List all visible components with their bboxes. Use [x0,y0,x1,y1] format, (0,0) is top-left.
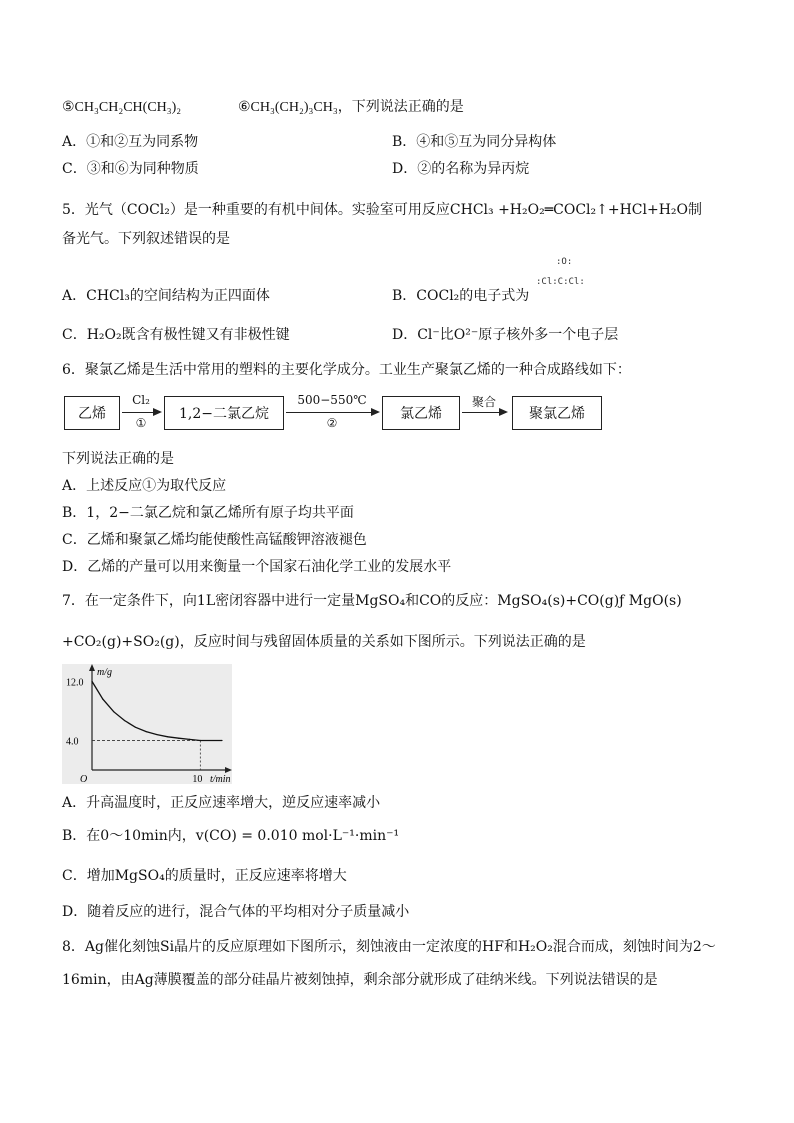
x-tick-label: 10 [192,774,203,784]
q5-choice-c: C．H₂O₂既含有极性键又有非极性键 [62,327,290,343]
y-axis-label: m/g [97,667,112,678]
data-point [146,731,147,732]
data-point [113,711,114,712]
origin-label: O [80,774,88,784]
q7-stem-line1: 7．在一定条件下，向1L密闭容器中进行一定量MgSO₄和CO的反应：MgSO₄(s)+CO(g)ƒ MgO(s) [62,593,682,609]
q5-choice-a: A．CHCl₃的空间结构为正四面体 [62,288,270,304]
flow-arrow-2-step: ② [326,416,338,430]
flow-arrow-1-reagent: Cl₂ [132,393,150,407]
q6-choice-b: B．1，2−二氯乙烷和氯乙烯所有原子均共平面 [62,505,354,521]
q6-choice-c: C．乙烯和聚氯乙烯均能使酸性高锰酸钾溶液褪色 [62,532,367,548]
lewis-chain: :Cl:C:Cl: [536,277,585,287]
q6-stem: 6．聚氯乙烯是生活中常用的塑料的主要化学成分。工业生产聚氯乙烯的一种合成路线如下： [62,362,631,378]
data-point [167,736,168,737]
flow-box-pvc: 聚氯乙烯 [512,396,602,430]
data-point [189,739,190,740]
q4-choice-b: B．④和⑤互为同分异构体 [392,134,557,150]
data-point [200,740,201,741]
flow-box-dichloroethane: 1,2−二氯乙烷 [164,396,284,430]
q4-option-6: ⑥CH₃(CH₂)₃CH₃，下列说法正确的是 [238,100,464,115]
data-point [135,727,136,728]
flow-box-vinyl-chloride: 氯乙烯 [382,396,460,430]
flow-arrow-1 [122,412,160,413]
chart-background [62,664,232,784]
flow-arrow-3-condition: 聚合 [471,395,496,409]
q5-choice-d: D．Cl⁻比O²⁻原子核外多一个电子层 [392,327,619,343]
flow-box-ethylene: 乙烯 [64,396,120,430]
data-point [124,720,125,721]
q4-choice-c: C．③和⑥为同种物质 [62,161,199,177]
x-axis-label: t/min [210,774,231,784]
q6-choice-d: D．乙烯的产量可以用来衡量一个国家石油化学工业的发展水平 [62,559,452,575]
q8-line1: 8．Ag催化刻蚀Si晶片的反应原理如下图所示，刻蚀液由一定浓度的HF和H₂O₂混合而成，刻蚀时间为2～ [62,939,716,955]
q4-option-5: ⑤CH₃CH₂CH(CH₃)₂ [62,100,182,115]
q6-choice-a: A．上述反应①为取代反应 [62,478,227,494]
flow-arrow-1-step: ① [135,416,147,430]
data-point [156,734,157,735]
data-point [178,738,179,739]
q7-choice-c: C．增加MgSO₄的质量时，正反应速率将增大 [62,868,347,884]
q8-line2: 16min，由Ag薄膜覆盖的部分硅晶片被刻蚀掉，剩余部分就形成了硅纳米线。下列说法错误的是 [62,972,658,988]
data-point [91,681,92,682]
cocl2-lewis-structure [536,257,596,299]
q5-stem-line1: 5．光气（COCl₂）是一种重要的有机中间体。实验室可用反应CHCl₃ +H₂O₂═COCl₂↑+HCl+H₂O制 [62,202,703,218]
y-tick-label: 4.0 [66,736,79,748]
q5-stem-line2: 备光气。下列叙述错误的是 [62,231,230,247]
q4-choice-a: A．①和②互为同系物 [62,134,199,150]
y-tick-label: 12.0 [66,677,84,689]
lewis-oxygen: :O: [556,257,573,267]
q7-choice-b: B．在0～10min内，v(CO) = 0.010 mol·L⁻¹·min⁻¹ [62,828,400,844]
data-point [221,740,222,741]
q7-choice-d: D．随着反应的进行，混合气体的平均相对分子质量减小 [62,904,410,920]
q7-choice-a: A．升高温度时，正反应速率增大，逆反应速率减小 [62,795,381,811]
q6-sub-stem: 下列说法正确的是 [62,451,174,467]
data-point [102,699,103,700]
mass-time-chart [62,664,232,784]
flow-arrow-2-condition: 500−550℃ [297,393,367,407]
q5-choice-b: B．COCl₂的电子式为 [392,288,530,304]
flow-arrow-2 [286,412,378,413]
flow-arrow-3 [462,412,506,413]
q4-choice-d: D．②的名称为异丙烷 [392,161,530,177]
q7-stem-line2: +CO₂(g)+SO₂(g)，反应时间与残留固体质量的关系如下图所示。下列说法正确的是 [62,634,586,650]
